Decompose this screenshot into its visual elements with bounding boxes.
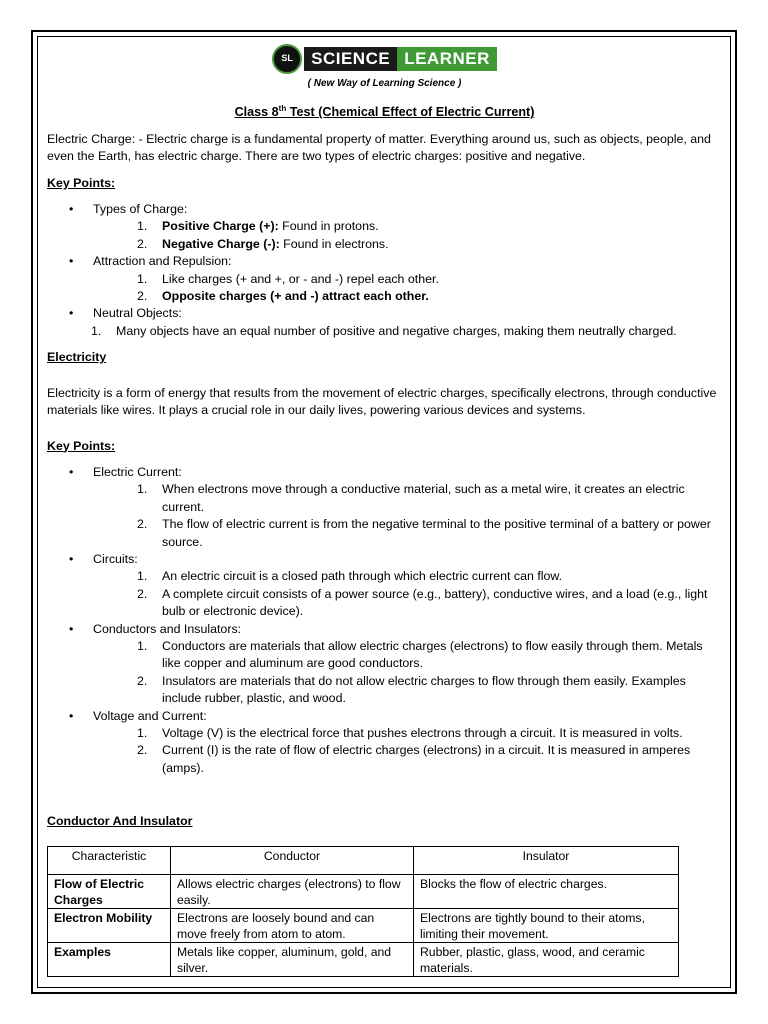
- column-header: Conductor: [171, 846, 414, 874]
- table-cell: Examples: [48, 942, 171, 976]
- list-item: 2. Opposite charges (+ and -) attract each other.: [137, 289, 429, 304]
- list-item: • Electric Current: 1. When electrons move through a conductive material, such as a metal wire, it creates an electric current. 2. The flow of electric current is from the negative terminal to the positive terminal of a battery or power source.: [47, 464, 722, 551]
- list-item: 1. Voltage (V) is the electrical force that pushes electrons through a circuit. It is measured in volts.: [137, 726, 683, 740]
- electricity-heading: Electricity: [47, 350, 107, 365]
- table-cell: Rubber, plastic, glass, wood, and ceramic materials.: [414, 942, 679, 976]
- table-cell: Flow of Electric Charges: [48, 874, 171, 908]
- table-cell: Metals like copper, aluminum, gold, and silver.: [171, 942, 414, 976]
- electricity-intro: Electricity is a form of energy that results from the movement of electric charges, specifically electrons, through conductive materials like wires. It plays a crucial role in our daily lives, powering various devices and systems.: [47, 385, 717, 418]
- list-item: • Conductors and Insulators: 1. Conductors are materials that allow electric charges (electrons) to flow easily through them. Metals like copper and aluminum are good conductors. 2. Insulators are materials that do not allow electric charges to flow through them easily. Examples include rubber, plastic, and wood.: [47, 621, 722, 708]
- electricity-key-points: [47, 464, 722, 777]
- table-row: [48, 908, 679, 942]
- list-item: 2. Current (I) is the rate of flow of electric charges (electrons) in a circuit. It is measured in amperes (amps).: [137, 743, 691, 775]
- column-header: Insulator: [414, 846, 679, 874]
- list-item: • Types of Charge: 1. Positive Charge (+): Found in protons. 2. Negative Charge (-): Found in electrons.: [47, 201, 722, 253]
- list-item: 1. Positive Charge (+): Found in protons.: [137, 219, 379, 234]
- list-item: 2. Negative Charge (-): Found in electrons.: [137, 236, 389, 251]
- list-item: 2. A complete circuit consists of a power source (e.g., battery), conductive wires, and a load (e.g., light bulb or electronic device).: [137, 586, 708, 619]
- charge-key-points: [47, 201, 722, 323]
- brand-word-learner: LEARNER: [397, 47, 497, 71]
- table-header-row: [48, 846, 679, 874]
- table-row: [48, 942, 679, 976]
- list-item: • Circuits: 1. An electric circuit is a closed path through which electric current can flow. 2. A complete circuit consists of a power source (e.g., battery), conductive wires, and a load (e.g., light bulb or electronic device).: [47, 551, 722, 621]
- neutral-objects-list: [47, 323, 722, 340]
- document-body: [47, 44, 722, 977]
- table-cell: Electrons are loosely bound and can move freely from atom to atom.: [171, 908, 414, 942]
- column-header: Characteristic: [48, 846, 171, 874]
- charge-intro: Electric Charge: - Electric charge is a fundamental property of matter. Everything around us, such as objects, people, and even the Earth, has electric charge. There are two types of electric charges: positive and negative.: [47, 131, 711, 164]
- list-item: 1. When electrons move through a conductive material, such as a metal wire, it creates an electric current.: [137, 482, 685, 514]
- comparison-table: [47, 846, 679, 977]
- brand-word-science: SCIENCE: [304, 47, 397, 71]
- charge-key-points-heading: Key Points:: [47, 175, 116, 190]
- comparison-heading: Conductor And Insulator: [47, 814, 193, 829]
- page-title: Class 8th Test (Chemical Effect of Electric Current): [234, 104, 535, 120]
- list-item: • Voltage and Current: 1. Voltage (V) is the electrical force that pushes electrons through a circuit. It is measured in volts. 2. Current (I) is the rate of flow of electric charges (electrons) in a circuit. It is measured in amperes (amps).: [47, 708, 722, 778]
- list-item: • Attraction and Repulsion: 1. Like charges (+ and +, or - and -) repel each other. 2. Opposite charges (+ and -) attract each other.: [47, 253, 722, 305]
- table-cell: Electrons are tightly bound to their atoms, limiting their movement.: [414, 908, 679, 942]
- list-item: 1. Conductors are materials that allow electric charges (electrons) to flow easily through them. Metals like copper and aluminum are good conductors.: [137, 638, 703, 671]
- table-cell: Blocks the flow of electric charges.: [414, 874, 679, 908]
- list-item: 1. An electric circuit is a closed path through which electric current can flow.: [137, 569, 563, 584]
- brand-header: [47, 44, 722, 92]
- list-item: • Neutral Objects:: [47, 305, 722, 322]
- list-item: 1. Many objects have an equal number of positive and negative charges, making them neutrally charged.: [91, 323, 677, 338]
- electricity-key-points-heading: Key Points:: [47, 438, 116, 453]
- list-item: 1. Like charges (+ and +, or - and -) repel each other.: [137, 271, 439, 286]
- brand-tagline: ( New Way of Learning Science ): [307, 78, 462, 89]
- table-cell: Allows electric charges (electrons) to flow easily.: [171, 874, 414, 908]
- table-row: [48, 874, 679, 908]
- logo-mark-icon: SL: [272, 44, 302, 74]
- list-item: 2. The flow of electric current is from the negative terminal to the positive terminal of a battery or power source.: [137, 517, 711, 549]
- table-cell: Electron Mobility: [48, 908, 171, 942]
- brand-logo: [272, 44, 497, 74]
- list-item: 2. Insulators are materials that do not allow electric charges to flow through them easily. Examples include rubber, plastic, and wood.: [137, 673, 686, 706]
